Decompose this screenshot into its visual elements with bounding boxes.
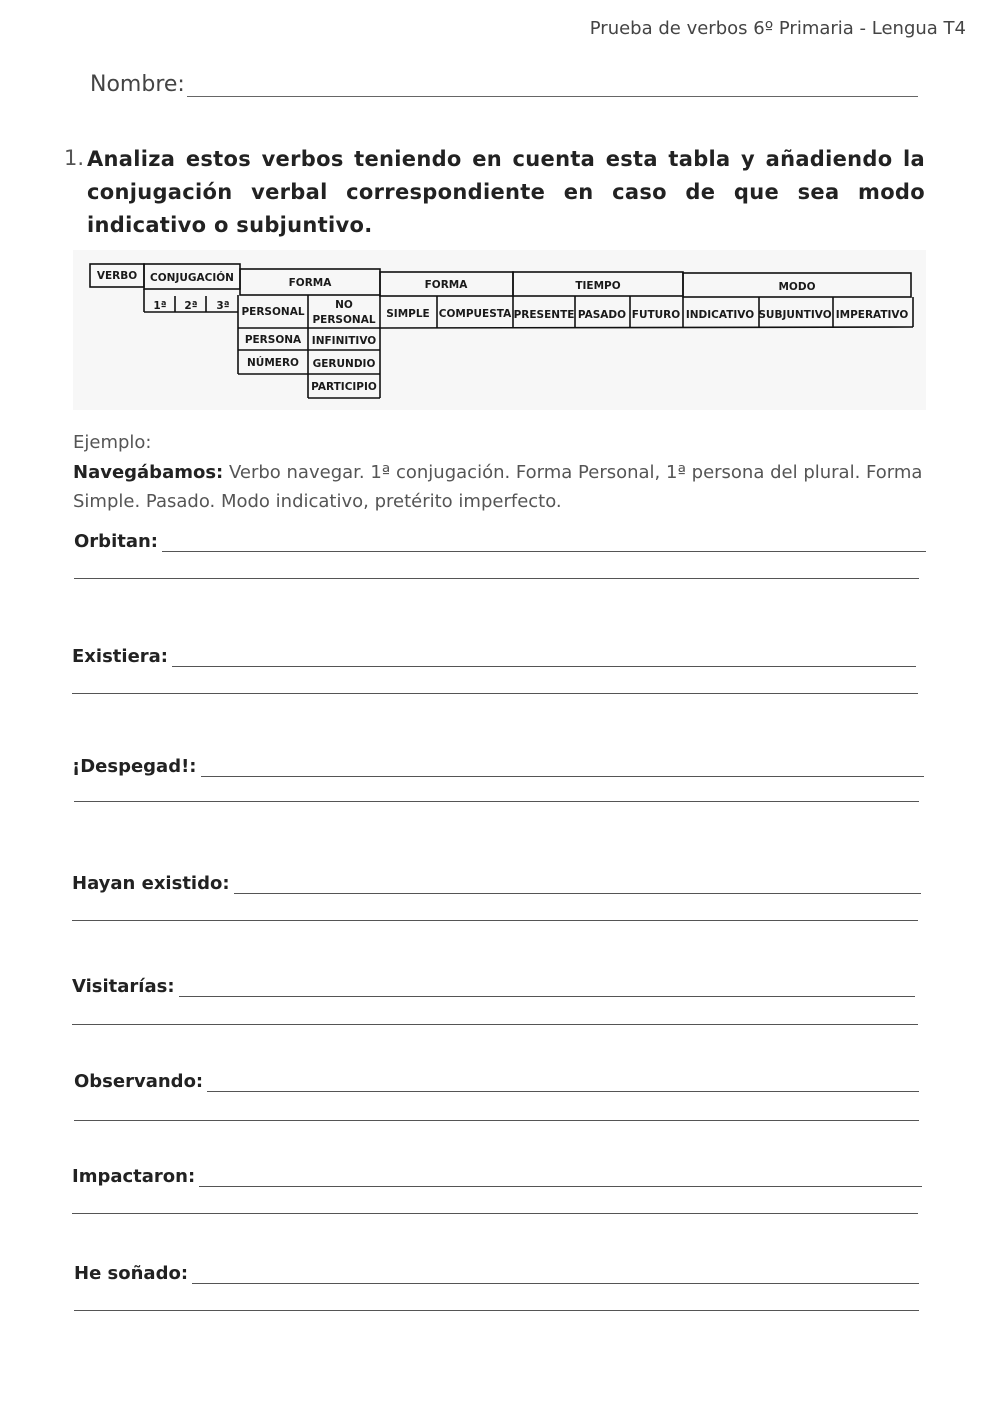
answer-line-2[interactable]: [74, 801, 919, 802]
table-persona: PERSONA: [244, 334, 302, 346]
answer-line-2[interactable]: [74, 578, 919, 579]
table-gerundio: GERUNDIO: [312, 358, 376, 370]
table-verbo: VERBO: [96, 270, 138, 282]
answer-item-despegad[interactable]: [72, 756, 924, 777]
answer-line[interactable]: [201, 760, 925, 777]
table-forma-a: FORMA: [288, 277, 332, 289]
answer-item-observando[interactable]: [74, 1071, 919, 1092]
table-no-personal-2: PERSONAL: [312, 314, 376, 326]
table-subjuntivo: SUBJUNTIVO: [758, 309, 832, 321]
table-conj-3: 3ª: [216, 300, 230, 312]
item-label: Observando:: [74, 1071, 204, 1092]
answer-line-2[interactable]: [74, 1310, 919, 1311]
table-indicativo: INDICATIVO: [685, 309, 755, 321]
answer-line[interactable]: [207, 1075, 919, 1092]
answer-line[interactable]: [199, 1170, 922, 1187]
table-conjugacion: CONJUGACIÓN: [150, 272, 234, 284]
table-infinitivo: INFINITIVO: [311, 335, 377, 347]
table-compuesta: COMPUESTA: [438, 308, 512, 320]
question-text: Analiza estos verbos teniendo en cuenta esta tabla y añadiendo la conjugación verbal correspondiente en caso de que sea modo indicativo o subjuntivo.: [87, 147, 925, 237]
table-no-personal-1: NO: [335, 299, 353, 311]
answer-item-he-sonado[interactable]: [74, 1263, 919, 1284]
example-label: Ejemplo:: [73, 432, 152, 453]
table-imperativo: IMPERATIVO: [835, 309, 909, 321]
page-header-title: Prueba de verbos 6º Primaria - Lengua T4: [589, 18, 966, 39]
example-text: Verbo navegar. 1ª conjugación. Forma Personal, 1ª persona del plural. Forma Simple. Pasado. Modo indicativo, pretérito imperfecto.: [73, 462, 923, 512]
table-pasado: PASADO: [577, 309, 627, 321]
table-numero: NÚMERO: [247, 357, 299, 369]
example-body: [73, 458, 933, 516]
answer-line[interactable]: [192, 1267, 919, 1284]
table-participio: PARTICIPIO: [311, 381, 377, 393]
table-conj-1: 1ª: [153, 300, 167, 312]
question-number: 1.: [64, 146, 85, 170]
table-modo: MODO: [778, 281, 816, 293]
answer-line[interactable]: [162, 535, 926, 552]
item-label: He soñado:: [74, 1263, 189, 1284]
item-label: Impactaron:: [72, 1166, 196, 1187]
table-conj-2: 2ª: [184, 300, 198, 312]
table-simple: SIMPLE: [386, 308, 430, 320]
answer-line-2[interactable]: [72, 1213, 918, 1214]
name-field[interactable]: [90, 72, 918, 97]
table-futuro: FUTURO: [631, 309, 681, 321]
answer-item-impactaron[interactable]: [72, 1166, 922, 1187]
item-label: Existiera:: [72, 646, 168, 667]
example-verb: Navegábamos:: [73, 462, 224, 483]
answer-line-2[interactable]: [74, 1120, 919, 1121]
answer-item-hayan-existido[interactable]: [72, 873, 921, 894]
answer-line[interactable]: [179, 980, 915, 997]
verb-table-drawing: [73, 250, 926, 410]
table-tiempo: TIEMPO: [575, 280, 621, 292]
answer-line[interactable]: [234, 877, 921, 894]
answer-item-orbitan[interactable]: [74, 531, 926, 552]
item-label: Visitarías:: [72, 976, 175, 997]
answer-line[interactable]: [172, 650, 916, 667]
name-answer-line[interactable]: [187, 74, 918, 97]
table-forma-b: FORMA: [424, 279, 468, 291]
answer-item-visitarias[interactable]: [72, 976, 915, 997]
item-label: Orbitan:: [74, 531, 158, 552]
item-label: Hayan existido:: [72, 873, 230, 894]
answer-item-existiera[interactable]: [72, 646, 916, 667]
answer-line-2[interactable]: [72, 920, 918, 921]
name-label: Nombre:: [90, 72, 185, 97]
verb-analysis-table: [73, 250, 926, 410]
table-presente: PRESENTE: [513, 309, 575, 321]
answer-line-2[interactable]: [72, 1024, 918, 1025]
table-personal: PERSONAL: [241, 306, 305, 318]
answer-line-2[interactable]: [72, 693, 918, 694]
item-label: ¡Despegad!:: [72, 756, 197, 777]
